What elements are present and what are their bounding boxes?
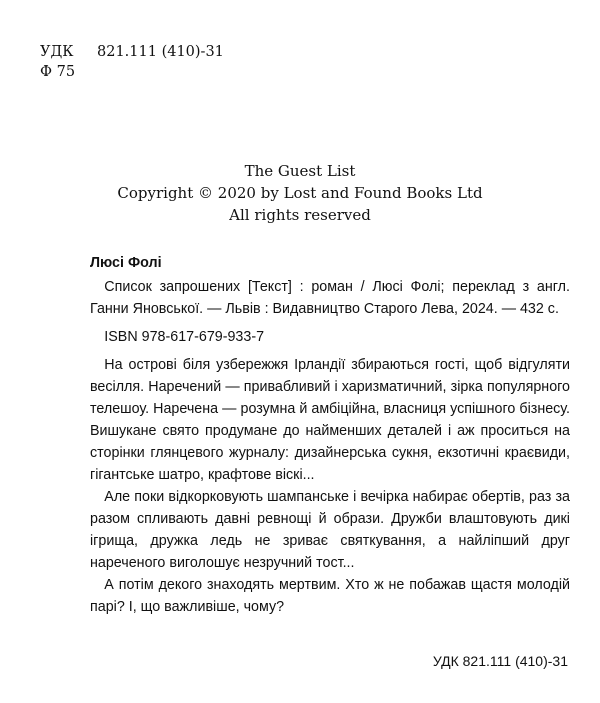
original-title: The Guest List: [244, 162, 356, 180]
isbn: ISBN 978-617-679-933-7: [104, 329, 265, 345]
annotation: [90, 354, 570, 618]
annotation-paragraph: Але поки відкорковують шампанське і вечірка набирає обертів, раз за разом спливають давні ревнощі й образи. Дружби влаштовують дикі ігрища, дружка ледь не зриває святкування, а найліпший друг нареченого виголошує незручний тост...: [90, 489, 570, 571]
bibliographic-entry: Список запрошених [Текст] : роман / Люсі Фолі; переклад з англ. Ганни Яновської. — Львів : Видавництво Старого Лева, 2024. — 432 с.: [90, 279, 570, 317]
annotation-paragraph: На острові біля узбережжя Ірландії збираються гості, щоб відгуляти весілля. Наречений — привабливий і харизматичний, зірка популярного телешоу. Наречена — розумна й амбіційна, власниця успішного бізнесу. Вишукане свято продумане до найменших деталей і аж проситься на сторінки глянцевого журналу: дизайнерська сукня, екзотичні краєвиди, гігантське шатро, крафтове віскі...: [90, 357, 570, 483]
bibliographic-block: [90, 252, 570, 618]
author-mark-row: [40, 62, 224, 82]
copyright-notice: Copyright © 2020 by Lost and Found Books Ltd: [117, 184, 483, 202]
annotation-paragraph: А потім декого знаходять мертвим. Хто ж не побажав щастя молодій парі? І, що важливіше, чому?: [90, 577, 570, 615]
rights-reserved: All rights reserved: [229, 206, 371, 224]
author-name: Люсі Фолі: [90, 255, 162, 271]
author-mark: Ф 75: [40, 64, 76, 80]
classification-block: [40, 42, 224, 82]
footer-udk: УДК 821.111 (410)-31: [432, 653, 568, 669]
udk-label: УДК: [40, 44, 74, 60]
udk-code: 821.111 (410)-31: [97, 44, 224, 60]
udk-row: [40, 42, 224, 62]
copyright-block: [0, 160, 600, 226]
